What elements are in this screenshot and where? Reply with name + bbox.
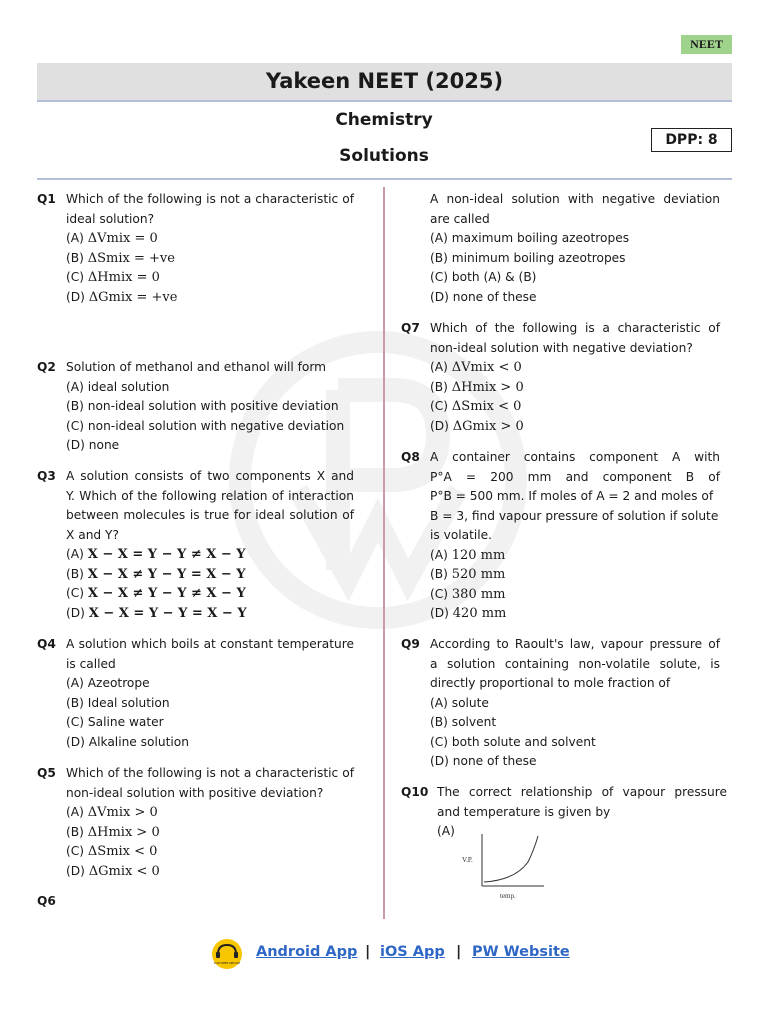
pw-website-link[interactable]: PW Website xyxy=(472,944,570,960)
header-rule xyxy=(37,178,732,180)
option-a: (A) ΔVmix = 0 xyxy=(66,231,158,246)
graph-xlabel: temp. xyxy=(500,892,516,900)
option-a: (A) Azeotrope xyxy=(66,676,150,690)
question-text: P°A = 200 mm and component B of xyxy=(430,469,720,484)
question-number: Q1 xyxy=(37,192,56,206)
option-b: (B) X − X ≠ Y − Y = X − Y xyxy=(66,566,246,582)
dpp-label: DPP: 8 xyxy=(651,128,732,152)
column-divider xyxy=(383,187,385,919)
question-text: Which of the following is not a characteristic of xyxy=(66,192,354,206)
chapter-heading: Solutions xyxy=(339,146,429,166)
option-a: (A) ΔVmix < 0 xyxy=(430,360,522,375)
svg-text:CUSTOMER SERVICE: CUSTOMER SERVICE xyxy=(213,962,241,965)
question-text: is volatile. xyxy=(430,528,493,542)
question-number: Q9 xyxy=(401,637,420,651)
question-text: A solution consists of two components X and xyxy=(66,469,354,483)
neet-badge: NEET xyxy=(681,35,732,54)
option-b: (B) ΔHmix > 0 xyxy=(66,824,160,840)
question-text: X and Y? xyxy=(66,527,119,542)
question-number: Q10 xyxy=(401,785,429,799)
question-text: between molecules is true for ideal solution of xyxy=(66,508,354,522)
option-d: (D) 420 mm xyxy=(430,606,507,621)
footer xyxy=(0,938,768,970)
option-c: (C) X − X ≠ Y − Y ≠ X − Y xyxy=(66,586,246,601)
question-text: a solution containing non-volatile solute, is xyxy=(430,656,720,671)
option-c: (C) Saline water xyxy=(66,715,164,729)
question-text: and temperature is given by xyxy=(437,804,611,819)
option-c: (C) both (A) & (B) xyxy=(430,270,537,284)
question-text: non-ideal solution with positive deviation? xyxy=(66,785,324,800)
option-d: (D) none xyxy=(66,438,120,452)
footer-separator: | xyxy=(365,944,371,960)
option-d: (D) ΔGmix = +ve xyxy=(66,289,178,305)
question-text: A solution which boils at constant temperature xyxy=(66,637,354,651)
question-text: Y. Which of the following relation of interaction xyxy=(66,488,354,503)
option-c: (C) ΔSmix < 0 xyxy=(430,399,522,414)
option-a: (A) ideal solution xyxy=(66,379,170,394)
option-b: (B) non-ideal solution with positive deviation xyxy=(66,399,339,413)
option-c: (C) 380 mm xyxy=(430,586,506,602)
question-number: Q7 xyxy=(401,321,420,335)
option-a: (A) solute xyxy=(430,695,489,710)
page-title: Yakeen NEET (2025) xyxy=(37,63,732,102)
option-d: (D) none of these xyxy=(430,289,537,304)
option-d: (D) ΔGmix > 0 xyxy=(430,418,524,434)
question-text: The correct relationship of vapour pressure xyxy=(437,785,727,799)
question-text: Which of the following is a characteristic of xyxy=(430,321,720,335)
option-c: (C) non-ideal solution with negative deviation xyxy=(66,418,345,433)
question-number: Q6 xyxy=(37,894,56,908)
footer-separator: | xyxy=(456,944,462,960)
question-text: B = 3, find vapour pressure of solution if solute xyxy=(430,508,719,523)
option-b: (B) ΔHmix > 0 xyxy=(430,379,524,395)
question-text: A non-ideal solution with negative deviation xyxy=(430,192,720,206)
subject-heading: Chemistry xyxy=(335,110,433,130)
question-text: Solution of methanol and ethanol will form xyxy=(66,360,327,374)
question-number: Q4 xyxy=(37,637,56,651)
option-a: (A) xyxy=(437,824,455,838)
option-b: (B) minimum boiling azeotropes xyxy=(430,250,626,265)
option-b: (B) solvent xyxy=(430,715,497,729)
option-d: (D) Alkaline solution xyxy=(66,734,189,749)
question-text: A container contains component A with xyxy=(430,450,720,464)
question-number: Q5 xyxy=(37,766,56,780)
question-number: Q8 xyxy=(401,450,420,464)
option-d: (D) X − X = Y − Y = X − Y xyxy=(66,605,247,621)
question-text: According to Raoult's law, vapour pressure of xyxy=(430,637,720,651)
option-b: (B) Ideal solution xyxy=(66,695,170,710)
question-number: Q2 xyxy=(37,360,56,374)
graph-curve xyxy=(484,836,538,882)
option-a: (A) X − X = Y − Y ≠ X − Y xyxy=(66,547,246,562)
option-a: (A) maximum boiling azeotropes xyxy=(430,231,630,245)
question-text: ideal solution? xyxy=(66,211,155,226)
question-text: are called xyxy=(430,211,490,226)
option-b: (B) 520 mm xyxy=(430,567,506,582)
question-text: non-ideal solution with negative deviation? xyxy=(430,340,693,355)
option-d: (D) ΔGmix < 0 xyxy=(66,863,160,879)
option-b: (B) ΔSmix = +ve xyxy=(66,250,175,266)
vp-vs-temp-graph xyxy=(460,830,560,902)
ios-app-link[interactable]: iOS App xyxy=(380,944,445,960)
option-a: (A) 120 mm xyxy=(430,547,506,563)
question-text: is called xyxy=(66,656,116,671)
question-number: Q3 xyxy=(37,469,56,483)
graph-ylabel: V.P. xyxy=(462,856,473,864)
option-a: (A) ΔVmix > 0 xyxy=(66,805,158,820)
android-app-link[interactable]: Android App xyxy=(256,944,358,960)
option-d: (D) none of these xyxy=(430,754,537,768)
customer-service-logo xyxy=(209,938,245,970)
option-c: (C) both solute and solvent xyxy=(430,734,596,749)
option-c: (C) ΔSmix < 0 xyxy=(66,844,158,859)
option-c: (C) ΔHmix = 0 xyxy=(66,270,160,285)
question-text: P°B = 500 mm. If moles of A = 2 and moles of xyxy=(430,489,714,503)
question-text: directly proportional to mole fraction of xyxy=(430,676,671,690)
question-text: Which of the following is not a characteristic of xyxy=(66,766,354,780)
